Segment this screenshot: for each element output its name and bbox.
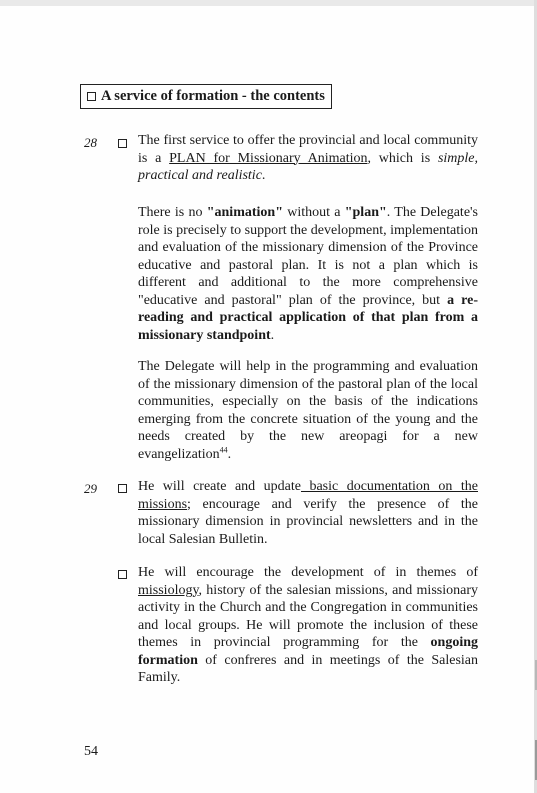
text: He will encourage the development of in themes of — [138, 565, 478, 580]
item-number: 29 — [84, 481, 97, 496]
item-number: 28 — [84, 135, 97, 150]
text: ; encourage and verify the presence of the missionary dimension in provincial newsletters and in the local Salesian Bulletin. — [138, 496, 478, 547]
text: . — [227, 446, 232, 462]
paragraph-plan — [138, 132, 478, 185]
checkbox-bullet-icon — [87, 92, 96, 101]
paragraph-documentation — [138, 478, 478, 548]
checkbox-bullet-icon — [118, 139, 127, 148]
paragraph-delegate — [138, 358, 478, 463]
section-title-box — [80, 84, 332, 109]
text: The Delegate will help in the programming and evaluation of the missionary dimension of the pastoral plan of the local communities, especially on the basis of the indications emerging from the concrete situation of the young and the needs created by the new areopagi for a new evangelization — [138, 359, 478, 462]
page-number: 54 — [84, 744, 98, 759]
text: . The Delegate's role is precisely to support the development, implementation and evaluation of the missionary dimension of the Province educative and pastoral plan. It is not a plan which is different and additional to the more comprehensive "educative and pastoral" plan of the province, but — [138, 205, 479, 308]
checkbox-bullet-icon — [118, 570, 127, 579]
bold-text: "animation" — [206, 205, 283, 220]
checkbox-bullet-icon — [118, 484, 127, 493]
footnote-ref: 44 — [219, 444, 228, 454]
text: . — [270, 327, 275, 343]
underlined-term: missiology — [138, 582, 199, 598]
text: He will create and update — [138, 479, 301, 494]
bold-text: "plan" — [344, 205, 387, 220]
paragraph-animation — [138, 204, 478, 344]
text: , history of the salesian missions, and missionary activity in the Church and the Congregation in communities and local groups. He will promote the inclusion of these themes in provincial programming for the — [138, 582, 478, 650]
section-title: A service of formation - the contents — [101, 88, 325, 104]
page-edge-top — [0, 0, 537, 6]
text: , which is — [367, 150, 438, 166]
text: . — [261, 168, 266, 183]
text: There is no — [138, 205, 207, 220]
bold-text: ongoing formation — [138, 635, 478, 668]
underlined-term: basic documentation on the missions — [138, 479, 478, 512]
text: The first service to offer the provincial and local community is a — [138, 133, 478, 166]
paragraph-missiology — [138, 564, 478, 687]
text: of confreres and in meetings of the Salesian Family. — [138, 652, 478, 685]
text: without a — [282, 205, 345, 220]
bold-text: a re-reading and practical application of that plan from a missionary standpoint — [138, 292, 478, 343]
italic-text: simple, practical and realistic — [138, 150, 478, 183]
underlined-term: PLAN for Missionary Animation — [169, 150, 368, 166]
